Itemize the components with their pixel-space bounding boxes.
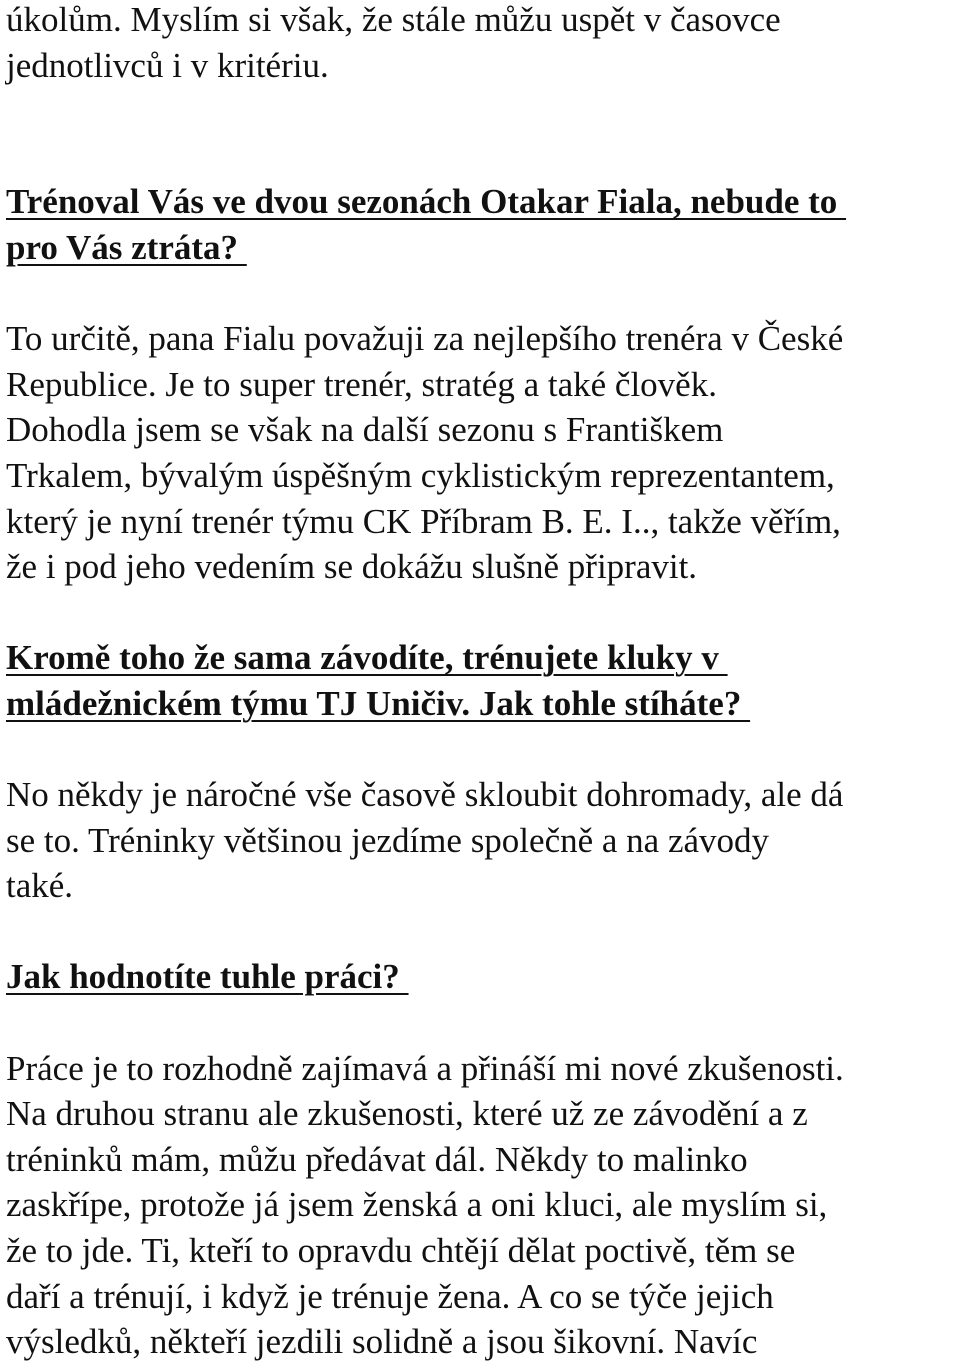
question-line: mládežnickém týmu TJ Uničiv. Jak tohle stíháte? [6, 683, 751, 723]
text-line: Trkalem, bývalým úspěšným cyklistickým reprezentantem, [6, 455, 835, 495]
text-line: tréninků mám, můžu předávat dál. Někdy to malinko [6, 1139, 748, 1179]
question-line: Jak hodnotíte tuhle práci? [6, 957, 409, 997]
text-line: úkolům. Myslím si však, že stále můžu uspět v časovce [6, 0, 781, 39]
answer-paragraph-3 [6, 772, 956, 909]
text-line: Práce je to rozhodně zajímavá a přináší mi nové zkušenosti. [6, 1048, 844, 1088]
text-line: že i pod jeho vedením se dokážu slušně připravit. [6, 547, 698, 587]
text-line: Dohodla jsem se však na další sezonu s Františkem [6, 410, 724, 450]
question-paragraph-1 [6, 179, 956, 270]
text-line: také. [6, 866, 74, 906]
text-line: se to. Tréninky většinou jezdíme společně a na závody [6, 820, 770, 860]
document-page [6, 0, 956, 1365]
text-line: zaskřípe, protože já jsem ženská a oni kluci, ale myslím si, [6, 1185, 828, 1225]
text-line: daří a trénují, i když je trénuje žena. A co se týče jejich [6, 1276, 774, 1316]
answer-paragraph-1 [6, 0, 956, 88]
text-line: Na druhou stranu ale zkušenosti, které už ze závodění a z [6, 1094, 808, 1134]
question-line: Kromě toho že sama závodíte, trénujete kluky v [6, 638, 728, 678]
question-line: pro Vás ztráta? [6, 227, 247, 267]
text-line: Republice. Je to super trenér, stratég a také člověk. [6, 364, 717, 404]
text-line: No někdy je náročné vše časově skloubit dohromady, ale dá [6, 775, 844, 815]
question-paragraph-3 [6, 954, 956, 1000]
text-line: že to jde. Ti, kteří to opravdu chtějí dělat poctivě, těm se [6, 1231, 796, 1271]
text-line: jednotlivců i v kritériu. [6, 45, 329, 85]
text-line: výsledků, někteří jezdili solidně a jsou šikovní. Navíc [6, 1322, 758, 1362]
answer-paragraph-4 [6, 1046, 956, 1365]
text-line: To určitě, pana Fialu považuji za nejlepšího trenéra v České [6, 319, 844, 359]
answer-paragraph-2 [6, 316, 956, 590]
text-line: který je nyní trenér týmu CK Příbram B. E. I.., takže věřím, [6, 501, 841, 541]
question-line: Trénoval Vás ve dvou sezonách Otakar Fiala, nebude to [6, 182, 847, 222]
question-paragraph-2 [6, 635, 956, 726]
